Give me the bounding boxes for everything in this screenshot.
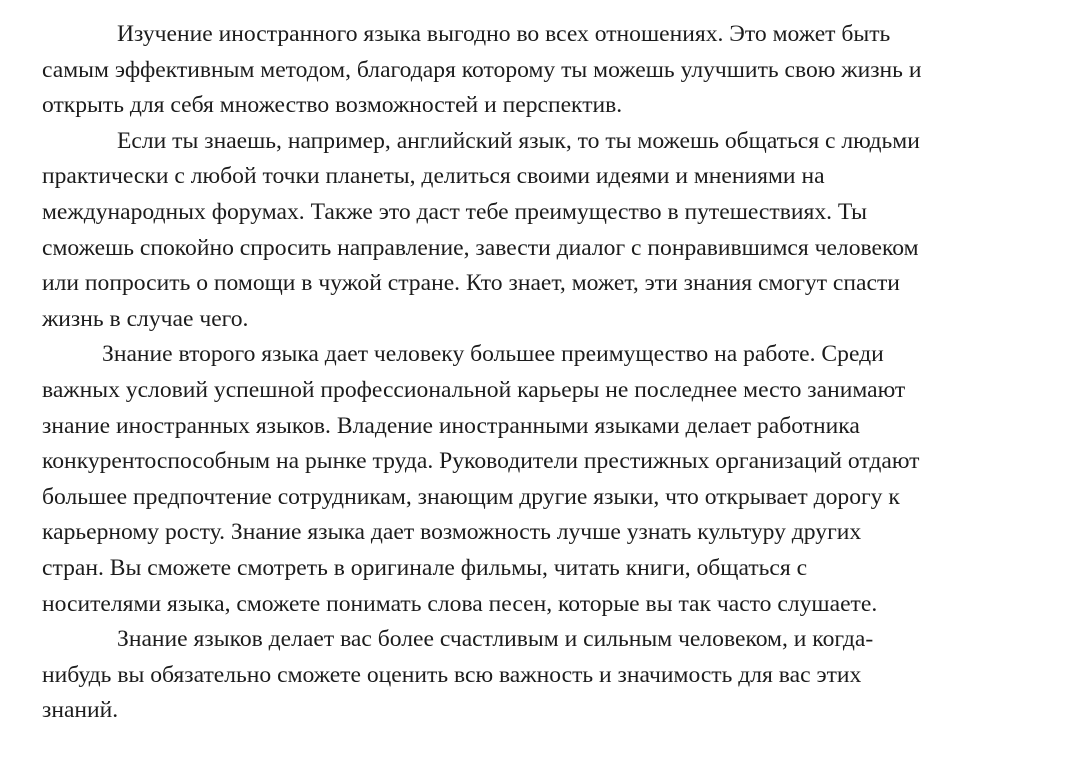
text-line: практически с любой точки планеты, делиться своими идеями и мнениями на [42,163,825,190]
text-line: сможешь спокойно спросить направление, завести диалог с понравившимся человеком [42,234,919,261]
text-line: международных форумах. Также это даст тебе преимущество в путешествиях. Ты [42,198,868,225]
text-line: знаний. [42,697,119,724]
text-line: конкурентоспособным на рынке труда. Руководители престижных организаций отдают [42,448,920,475]
text-line: нибудь вы обязательно сможете оценить всю важность и значимость для вас этих [42,661,862,688]
text-line: или попросить о помощи в чужой стране. Кто знает, может, эти знания смогут спасти [42,270,900,297]
paragraph-2 [42,124,1055,338]
text-line: стран. Вы сможете смотреть в оригинале фильмы, читать книги, общаться с [42,554,808,581]
paragraph-4 [42,622,1055,729]
text-line: жизнь в случае чего. [42,305,249,332]
text-line: носителями языка, сможете понимать слова песен, которые вы так часто слушаете. [42,590,878,617]
text-line: Знание второго языка дает человеку большее преимущество на работе. Среди [102,341,884,368]
text-line: знание иностранных языков. Владение иностранными языками делает работника [42,412,860,439]
text-line: самым эффективным методом, благодаря которому ты можешь улучшить свою жизнь и [42,56,922,83]
text-line: Изучение иностранного языка выгодно во всех отношениях. Это может быть [117,21,891,47]
text-line: важных условий успешной профессиональной карьеры не последнее место занимают [42,376,906,403]
text-line: большее предпочтение сотрудникам, знающим другие языки, что открывает дорогу к [42,483,900,510]
text-line: Если ты знаешь, например, английский язык, то ты можешь общаться с людьми [117,127,920,154]
paragraph-1 [42,17,1055,124]
text-line: открыть для себя множество возможностей и перспектив. [42,92,623,119]
text-line: Знание языков делает вас более счастливым и сильным человеком, и когда- [117,626,874,653]
text-line: карьерному росту. Знание языка дает возможность лучше узнать культуру других [42,519,862,546]
paragraph-3 [42,337,1055,622]
